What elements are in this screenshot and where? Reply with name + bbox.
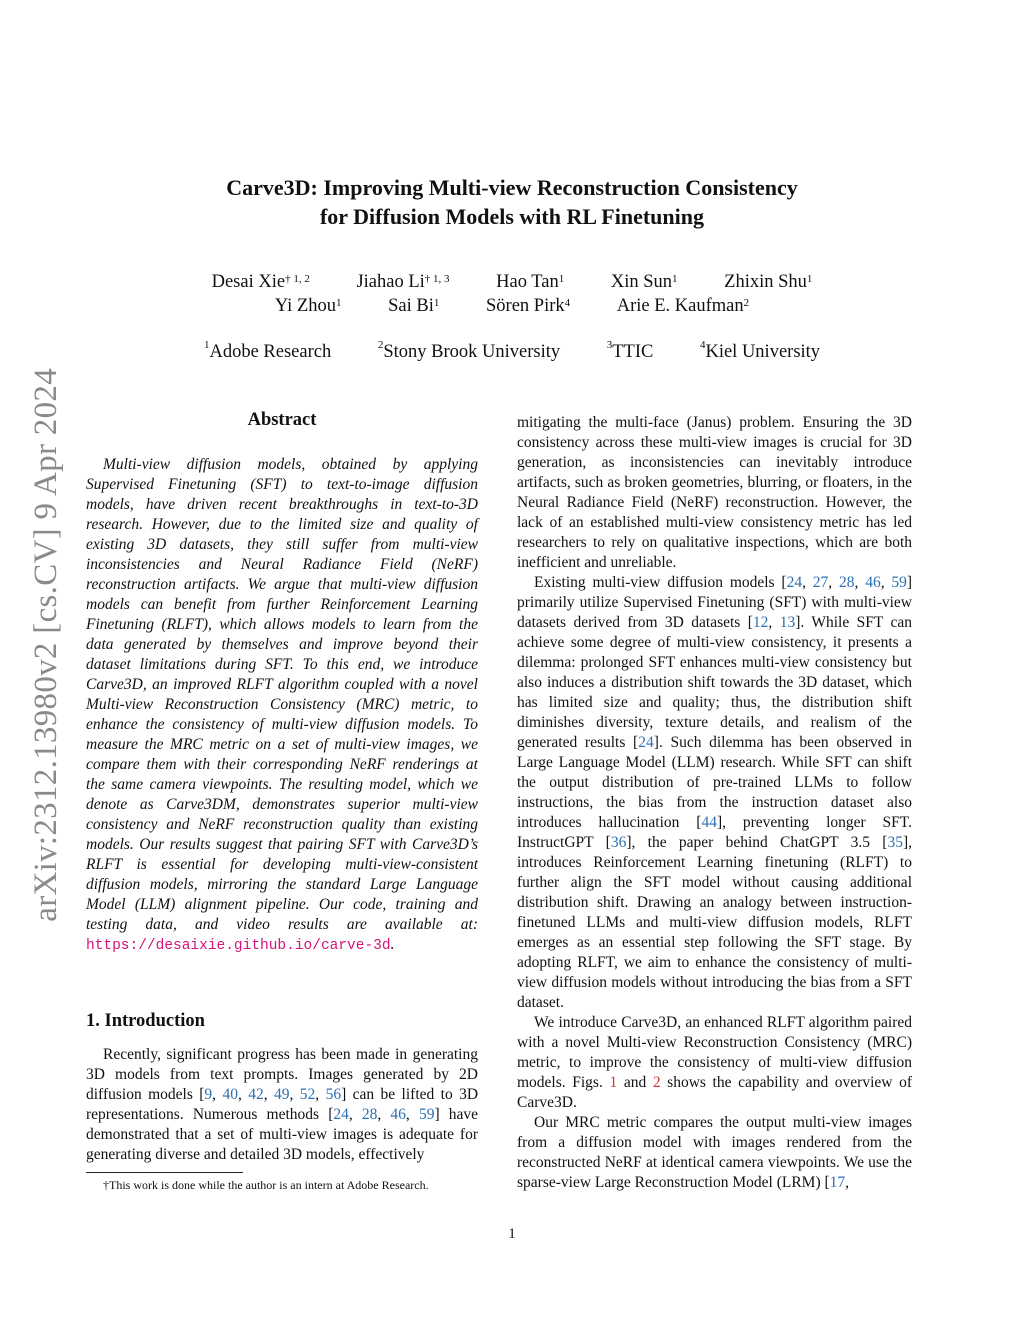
citation-link[interactable]: 56 [325, 1086, 342, 1103]
citation-link[interactable]: 44 [701, 814, 717, 831]
author-row-2 [0, 294, 1024, 318]
citation-link[interactable]: 49 [274, 1086, 290, 1103]
footnote-rule [86, 1172, 243, 1173]
arxiv-stamp: arXiv:2312.13980v2 [cs.CV] 9 Apr 2024 [27, 368, 64, 922]
author: Yi Zhou$^1$ [274, 296, 342, 316]
paragraph: mitigating the multi-face (Janus) problem. Ensuring the 3D consistency across these multi-view images is crucial for 3D generation, as inconsistencies can inevitably introduce artifacts, such as broken geometries, blurring, or floaters, in the Neural Radiance Field (NeRF) reconstruction. However, the lack of an established multi-view consistency metric has led researchers to rely on qualitative inspections, which are both inefficient and unreliable. [517, 414, 912, 571]
citation-link[interactable]: 59 [418, 1106, 435, 1123]
affiliation: $^2$Stony Brook University [377, 339, 561, 362]
citation-link[interactable]: 24 [638, 734, 654, 751]
title-line-2: for Diffusion Models with RL Finetuning [319, 204, 705, 229]
author: Xin Sun$^1$ [610, 272, 678, 292]
citation-link[interactable]: 46 [865, 574, 881, 591]
affiliation: $^1$Adobe Research [203, 339, 332, 362]
section-heading-introduction: 1. Introduction [86, 1011, 205, 1031]
citation-link[interactable]: 9 [204, 1086, 213, 1103]
paper-title [0, 173, 1024, 231]
citation-link[interactable]: 46 [390, 1106, 406, 1123]
author: Sai Bi$^1$ [388, 296, 440, 316]
page-number: 1 [508, 1226, 516, 1242]
citation-link[interactable]: 17 [829, 1174, 846, 1191]
author: Zhixin Shu$^1$ [724, 272, 813, 292]
citation-link[interactable]: 52 [299, 1086, 316, 1103]
abstract-text: Multi-view diffusion models, obtained by applying Supervised Finetuning (SFT) to text-to-image diffusion models, have driven recent breakthroughs in text-to-3D research. However, due to the limited size and quality of existing 3D datasets, they still suffer from multi-view inconsistencies and Neural Radiance Field (NeRF) reconstruction artifacts. We argue that multi-view diffusion models can benefit from further Reinforcement Learning Finetuning (RLFT), which allows models to learn from the data generated by themselves and improve beyond their dataset limitations during SFT. To this end, we introduce Carve3D, an improved RLFT algorithm coupled with a novel Multi-view Reconstruction Consistency (MRC) metric, to enhance the consistency of multi-view diffusion models. To measure the MRC metric on a set of multi-view images, we compare them with their corresponding NeRF renderings at the same camera viewpoints. The resulting model, which we denote as Carve3DM, demonstrates superior multi-view consistency and NeRF reconstruction quality than existing models. Our results suggest that pairing SFT with Carve3D’s RLFT is essential for developing multi-view-consistent diffusion models, mirroring the standard Large Language Model (LLM) alignment pipeline. Our code, training and testing data, and video results are available at: https://desaixie.github.io/carve-3d. [86, 456, 478, 954]
abstract-heading: Abstract [247, 410, 317, 430]
author: Jiahao Li$^{\dagger 1, 3}$ [356, 272, 450, 292]
citation-link[interactable]: 27 [812, 574, 829, 591]
citation-link[interactable]: 12 [752, 614, 769, 631]
author: Desai Xie$^{\dagger 1, 2}$ [211, 272, 310, 292]
author-row-1 [0, 270, 1024, 294]
footnote: †This work is done while the author is an intern at Adobe Research. [103, 1178, 429, 1192]
citation-link[interactable]: 28 [361, 1106, 378, 1123]
figure-link[interactable]: 2 [652, 1074, 661, 1091]
intro-paragraph: Recently, significant progress has been made in generating 3D models from text prompts. Images generated by 2D diffusion models [9, 40, 42, 49, 52, 56] can be lifted to 3D representations. Numerous methods [24, 28, 46, 59] have demonstrated that a set of multi-view images is adequate for generating diverse and detailed 3D models, effectively [86, 1046, 479, 1163]
author: Sören Pirk$^4$ [486, 296, 571, 316]
paragraph: We introduce Carve3D, an enhanced RLFT algorithm paired with a novel Multi-view Reconstruction Consistency (MRC) metric, to improve the consistency of multi-view diffusion models. Figs. 1 and 2 shows the capability and overview of Carve3D. [517, 1014, 912, 1111]
project-link[interactable]: https://desaixie.github.io/carve-3d [86, 938, 391, 954]
figure-link[interactable]: 1 [609, 1074, 618, 1091]
author-list [0, 270, 1024, 318]
citation-link[interactable]: 40 [222, 1086, 238, 1103]
author: Hao Tan$^1$ [496, 272, 565, 292]
author: Arie E. Kaufman$^2$ [616, 296, 750, 316]
citation-link[interactable]: 59 [891, 574, 907, 591]
citation-link[interactable]: 36 [610, 834, 627, 851]
citation-link[interactable]: 35 [887, 834, 903, 851]
paragraph: Existing multi-view diffusion models [24, 27, 28, 46, 59] primarily utilize Supervised Finetuning (SFT) with multi-view datasets derived from 3D datasets [12, 13]. While SFT can achieve some degree of multi-view consistency, it presents a dilemma: prolonged SFT enhances multi-view consistency but also induces a distribution shift towards the 3D dataset, which has limited size and quality; thus, the distribution shift diminishes diversity, texture details, and realism of the generated results [24]. Such dilemma has been observed in Large Language Model (LLM) research. While SFT can shift the output distribution of pre-trained LLMs to follow instructions, the bias from the instruction dataset also introduces hallucination [44], preventing longer SFT. InstructGPT [36], the paper behind ChatGPT 3.5 [35], introduces Reinforcement Learning finetuning (RLFT) to further align the SFT model without causing additional distribution shift. Drawing an analogy between instruction-finetuned LLMs and multi-view diffusion models, RLFT emerges as an essential step following the SFT stage. By adopting RLFT, we aim to enhance the consistency of multi-view diffusion models without introducing the bias from a SFT dataset. [517, 574, 913, 1011]
citation-link[interactable]: 24 [333, 1106, 349, 1123]
paragraph: Our MRC metric compares the output multi-view images from a diffusion model with images rendered from the reconstructed NeRF at identical camera viewpoints. We use the sparse-view Large Reconstruction Model (LRM) [17, [517, 1114, 912, 1191]
affiliation: $^3$TTIC [606, 339, 654, 362]
citation-link[interactable]: 42 [248, 1086, 264, 1103]
affiliations [0, 339, 1024, 363]
citation-link[interactable]: 24 [786, 574, 803, 591]
affiliation: $^4$Kiel University [699, 339, 821, 362]
title-line-1: Carve3D: Improving Multi-view Reconstruction Consistency [226, 175, 798, 200]
right-column [517, 413, 912, 1193]
citation-link[interactable]: 28 [838, 574, 855, 591]
citation-link[interactable]: 13 [779, 614, 796, 631]
